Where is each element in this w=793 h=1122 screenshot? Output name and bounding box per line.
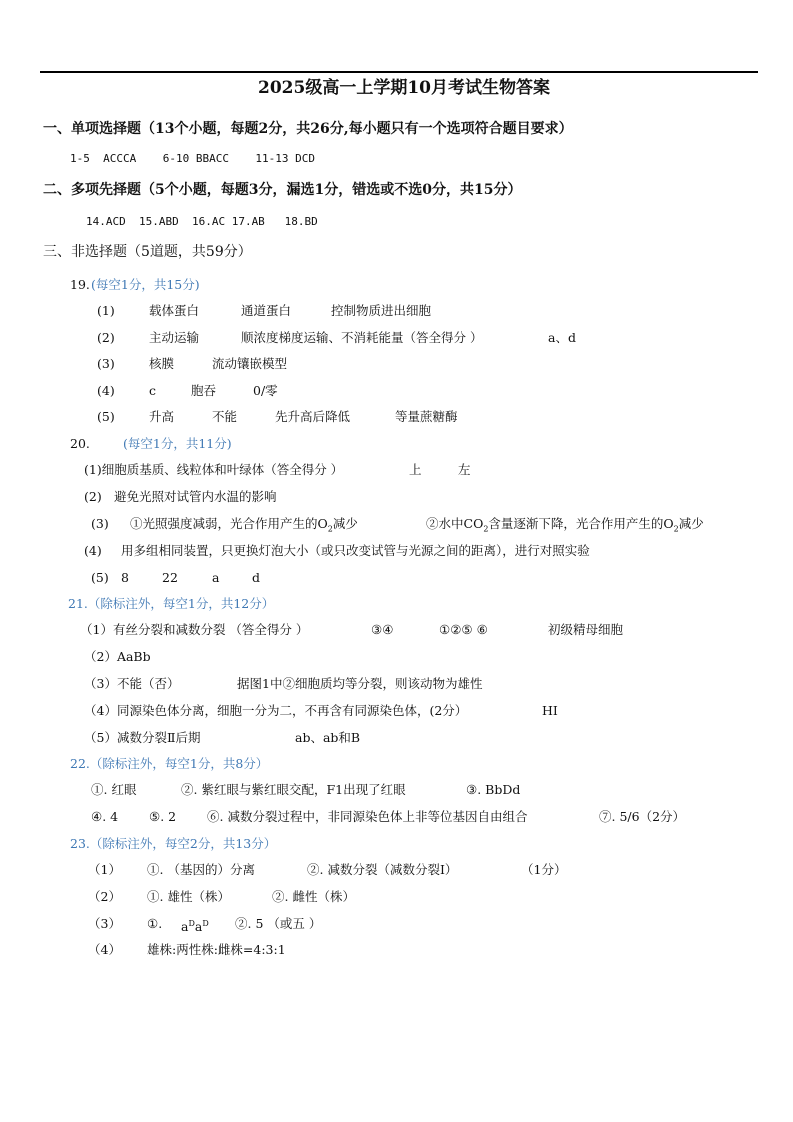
- q22-line-1-ans-2: ②. 紫红眼与紫红眼交配，F1出现了红眼: [181, 782, 406, 797]
- q19-row-3-ans-1: 核膜: [149, 356, 175, 371]
- q22-line-1-ans-1: ①. 红眼: [91, 782, 137, 797]
- q19-row-3-ans-2: 流动镶嵌模型: [212, 356, 288, 371]
- q23-line-4-label: （4）: [88, 942, 121, 957]
- q20-line-5-ans-1: 8: [121, 570, 129, 585]
- q21-line-1: （1）有丝分裂和减数分裂 （答全得分 ）: [80, 622, 309, 637]
- q20-line-2-label: (2): [84, 489, 102, 504]
- q20-line-5-ans-2: 22: [162, 570, 178, 585]
- q19-row-5-ans-1: 升高: [149, 409, 175, 424]
- top-rule: [40, 71, 758, 73]
- q19-row-2-ans-2: 顺浓度梯度运输、不消耗能量（答全得分 ）: [241, 330, 483, 345]
- q20-line-3b: [426, 516, 704, 538]
- q20-line-3-sub-1: 2: [327, 524, 333, 534]
- q20-line-3-part-3: ②水中CO: [426, 516, 484, 531]
- q19-row-5-ans-3: 先升高后降低: [275, 409, 351, 424]
- q20-line-4-label: (4): [84, 543, 102, 558]
- q19-row-4-label: (4): [97, 383, 115, 398]
- section-1-answers: 1-5 ACCCA 6-10 BBACC 11-13 DCD: [70, 152, 316, 165]
- q21-line-4-ans: HI: [542, 703, 558, 718]
- section-3-heading: 三、非选择题（5道题，共59分）: [43, 244, 252, 260]
- section-1-heading: 一、单项选择题（13个小题，每题2分，共26分,每小题只有一个选项符合题目要求）: [43, 121, 573, 137]
- q20-line-3-part-5: 减少: [678, 516, 704, 531]
- q20-number: 20.: [70, 436, 90, 451]
- q20-line-5-ans-3: a: [212, 570, 220, 585]
- q22-line-2-ans-4: ⑦. 5/6（2分）: [599, 809, 686, 824]
- q21-line-2: （2）AaBb: [84, 649, 151, 664]
- q23-genotype-sup2: D: [202, 919, 209, 928]
- q20-line-1-ans-2: 左: [458, 462, 471, 477]
- q19-row-5-ans-4: 等量蔗糖酶: [395, 409, 458, 424]
- q22-line-1-ans-3: ③. BbDd: [466, 782, 521, 797]
- q23-genotype-sup1: D: [188, 919, 195, 928]
- q19-row-4-ans-1: c: [149, 383, 157, 398]
- q20-line-3-label: (3): [91, 516, 109, 531]
- q19-note: (每空1分，共15分): [91, 277, 200, 292]
- q21-line-1-ans-2: ①②⑤ ⑥: [439, 622, 488, 637]
- q23-line-3-ans-2: ②. 5 （或五 ）: [235, 916, 322, 931]
- q20-line-1-ans-1: 上: [409, 462, 422, 477]
- q21-line-3-ans: 据图1中②细胞质均等分裂，则该动物为雄性: [237, 676, 483, 691]
- q23-line-3-genotype: [181, 916, 209, 935]
- q23-genotype-a2: a: [194, 919, 203, 935]
- q21-heading: 21.（除标注外，每空1分，共12分）: [68, 596, 275, 611]
- q21-line-1-ans-1: ③④: [371, 622, 394, 637]
- q23-heading: 23.（除标注外，每空2分，共13分）: [70, 836, 277, 851]
- q20-line-3-sub-3: 2: [673, 524, 679, 534]
- q23-line-2-ans-2: ②. 雌性（株）: [272, 889, 355, 904]
- q20-line-3-sub-2: 2: [483, 524, 489, 534]
- page-title: 2025级高一上学期10月考试生物答案: [258, 78, 550, 98]
- q20-line-2: 避免光照对试管内水温的影响: [114, 489, 277, 504]
- section-2-answers: 14.ACD 15.ABD 16.AC 17.AB 18.BD: [86, 215, 318, 228]
- q23-line-2-ans-1: ①. 雄性（株）: [147, 889, 230, 904]
- q19-row-1-ans-2: 通道蛋白: [241, 303, 292, 318]
- q23-genotype-a1: a: [181, 919, 189, 935]
- q19-row-2-ans-1: 主动运输: [149, 330, 200, 345]
- q20-line-3-part-1: ①光照强度减弱，光合作用产生的O: [130, 516, 328, 531]
- q19-row-5-ans-2: 不能: [212, 409, 238, 424]
- q19-number: 19.: [70, 277, 90, 292]
- q20-line-3-part-4: 含量逐渐下降，光合作用产生的O: [488, 516, 674, 531]
- q21-line-1-ans-3: 初级精母细胞: [548, 622, 624, 637]
- q23-line-4-ans: 雄株:两性株:雌株=4:3:1: [147, 942, 286, 957]
- q20-line-1: (1)细胞质基质、线粒体和叶绿体（答全得分 ）: [84, 462, 344, 477]
- q19-row-5-label: (5): [97, 409, 115, 424]
- q20-line-3: [130, 516, 358, 538]
- q22-line-2-ans-1: ④. 4: [91, 809, 119, 824]
- q19-row-4-ans-3: 0/零: [253, 383, 278, 398]
- q20-line-4: 用多组相同装置，只更换灯泡大小（或只改变试管与光源之间的距离），进行对照实验: [121, 543, 590, 558]
- q23-line-1-ans-3: （1分）: [521, 862, 567, 877]
- q19-row-1-ans-1: 载体蛋白: [149, 303, 200, 318]
- q21-line-3: （3）不能（否）: [84, 676, 180, 691]
- q23-line-1-label: （1）: [88, 862, 121, 877]
- q20-note: (每空1分，共11分): [123, 436, 232, 451]
- q22-line-2-ans-3: ⑥. 减数分裂过程中，非同源染色体上非等位基因自由组合: [207, 809, 528, 824]
- q20-line-3-part-2: 减少: [332, 516, 358, 531]
- q23-line-3-ans-1-marker: ①.: [147, 916, 163, 931]
- q20-line-5-ans-4: d: [252, 570, 261, 585]
- q21-line-4: （4）同源染色体分离，细胞一分为二，不再含有同源染色体，(2分）: [84, 703, 468, 718]
- q23-line-3-label: （3）: [88, 916, 121, 931]
- q21-line-5: （5）减数分裂Ⅱ后期: [84, 730, 201, 745]
- q20-line-5-label: (5): [91, 570, 109, 585]
- q19-row-1-ans-3: 控制物质进出细胞: [331, 303, 432, 318]
- q21-line-5-ans: ab、ab和B: [295, 730, 361, 745]
- section-2-heading: 二、多项先择题（5个小题，每题3分，漏选1分，错选或不选0分，共15分）: [43, 182, 522, 198]
- q19-row-2-label: (2): [97, 330, 115, 345]
- q19-row-3-label: (3): [97, 356, 115, 371]
- q19-row-1-label: (1): [97, 303, 115, 318]
- q23-line-1-ans-2: ②. 减数分裂（减数分裂Ⅰ）: [307, 862, 458, 877]
- q23-line-2-label: （2）: [88, 889, 121, 904]
- q19-row-4-ans-2: 胞吞: [191, 383, 217, 398]
- q19-row-2-ans-3: a、d: [548, 330, 576, 345]
- q22-line-2-ans-2: ⑤. 2: [149, 809, 177, 824]
- q23-line-1-ans-1: ①. （基因的）分离: [147, 862, 255, 877]
- q22-heading: 22.（除标注外，每空1分，共8分）: [70, 756, 269, 771]
